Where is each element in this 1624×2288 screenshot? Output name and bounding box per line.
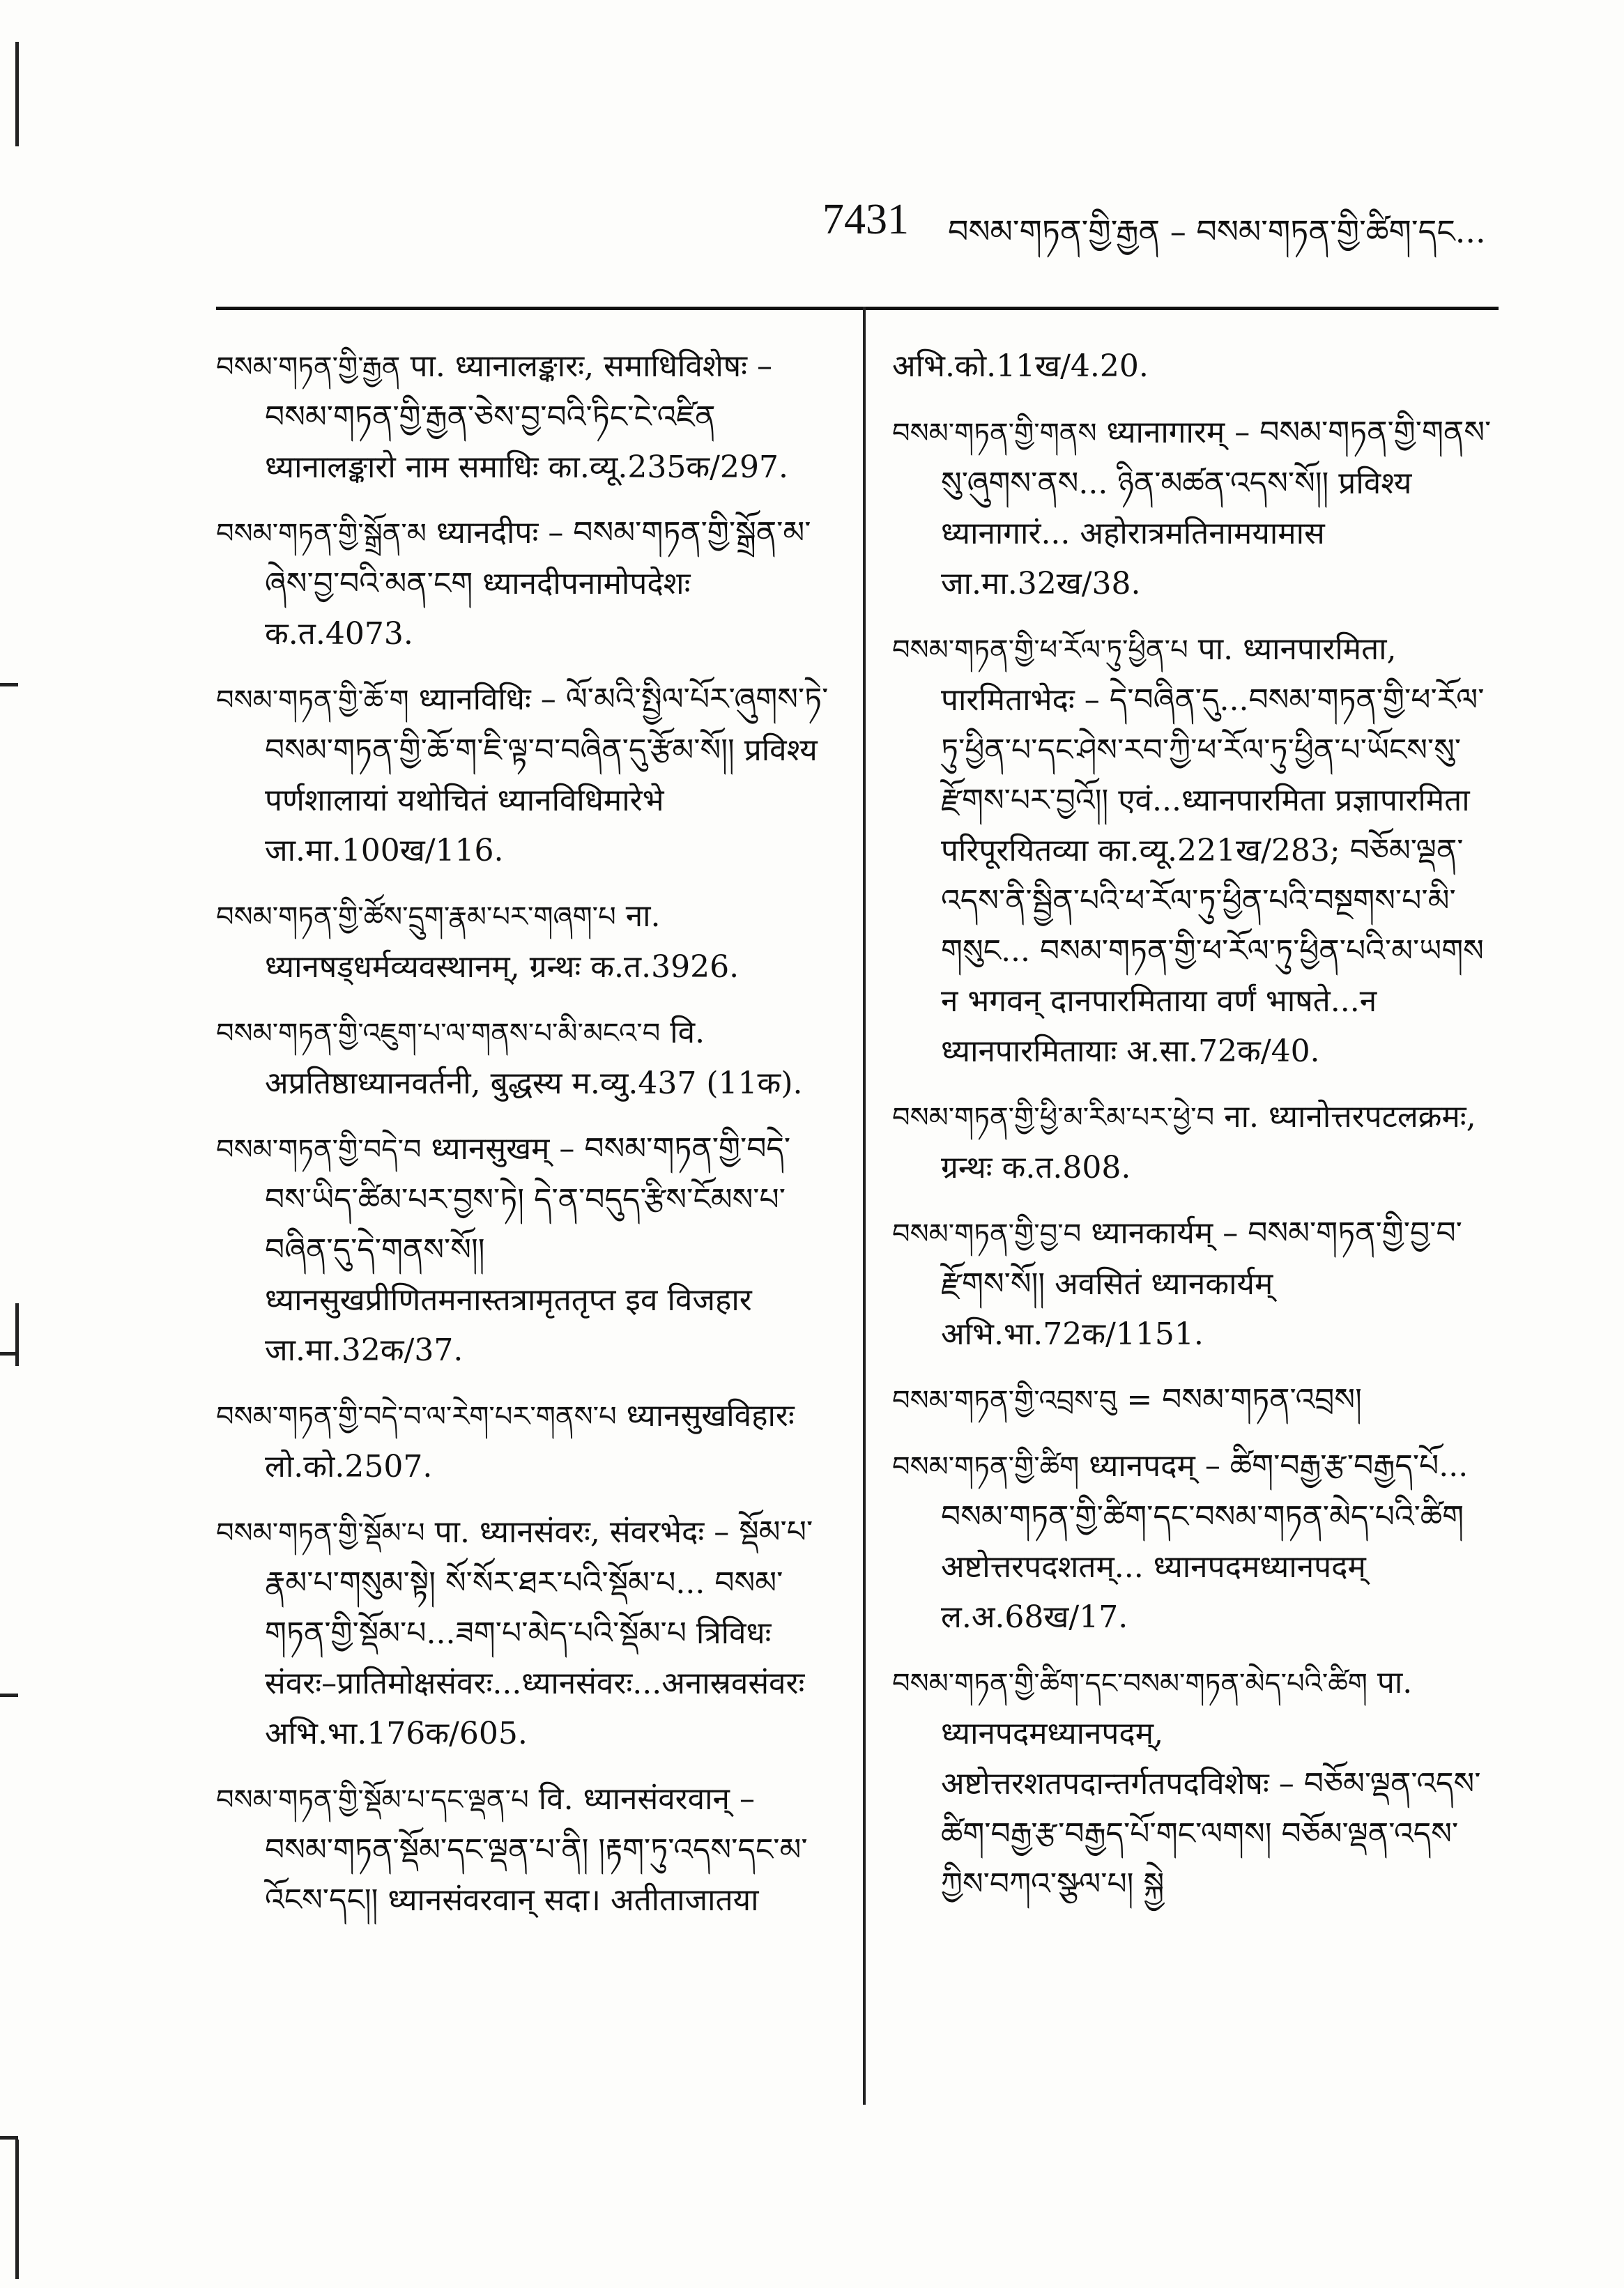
entry-text: ध्यानसुखम् – བསམ་གཏན་གྱི་བདེ་བས་ཡིད་ཚིམ་པར་བྱས་ཏེ། དེ་ན་བདུད་རྩིས་ངོམས་པ་བཞིན་དུ་དེ་གནས་སོ།། ध्यानसुखप्रीणितमनास्तत्रामृततृप्त इव विजहार जा.मा.32क/37. bbox=[265, 1131, 791, 1368]
entry-headword: བསམ་གཏན་གྱི་སྡོམ་པ་དང་ལྡན་པ bbox=[216, 1784, 529, 1816]
entry-text: पा. ध्यानपारमिता, पारमिताभेदः – དེ་བཞིན་དུ...བསམ་གཏན་གྱི་ཕ་རོལ་ཏུ་ཕྱིན་པ་དང་ཤེས་རབ་ཀྱི་ཕ་རོལ་ཏུ་ཕྱིན་པ་ཡོངས་སུ་རྫོགས་པར་བྱའོ།། एवं...ध्यानपारमिता प्रज्ञापारमिता परिपूरयितव्या का.व्यू.221ख/283; བཅོམ་ལྡན་འདས་ནི་སྦྱིན་པའི་ཕ་རོལ་ཏུ་ཕྱིན་པའི་བསྔགས་པ་མི་གསུང... བསམ་གཏན་གྱི་ཕ་རོལ་ཏུ་ཕྱིན་པའི་མ་ཡགས न भगवन् दानपारमिताया वर्णं भाषते...न ध्यानपारमितायाः अ.सा.72क/40. bbox=[941, 631, 1485, 1069]
entry-headword: བསམ་གཏན་གྱི་སྒྲོན་མ bbox=[216, 518, 427, 550]
entry-text: ना. ध्यानषड्धर्मव्यवस्थानम्, ग्रन्थः क.त.3926. bbox=[265, 898, 740, 985]
right-column bbox=[892, 341, 1492, 1925]
entry-headword: བསམ་གཏན་གྱི་བྱ་བ bbox=[892, 1218, 1082, 1250]
dictionary-entry bbox=[892, 408, 1492, 609]
entry-headword: བསམ་གཏན་གྱི་བདེ་བ bbox=[216, 1134, 422, 1166]
entry-headword: བསམ་གཏན་གྱི་སྡོམ་པ bbox=[216, 1517, 425, 1549]
entry-text: ध्यानसुखविहारः लो.को.2507. bbox=[265, 1398, 795, 1484]
left-column bbox=[216, 341, 829, 1941]
dictionary-entry bbox=[216, 1774, 829, 1926]
dictionary-entry bbox=[216, 1124, 829, 1376]
entry-text: ध्यानपदम् – ཚིག་བརྒྱ་རྩ་བརྒྱད་པོ... བསམ་གཏན་གྱི་ཚིག་དང་བསམ་གཏན་མེད་པའི་ཚིག अष्टोत्तरपदशतम्... ध्यानपदमध्यानपदम् ल.अ.68ख/17. bbox=[941, 1448, 1469, 1635]
entry-text: ध्यानकार्यम् – བསམ་གཏན་གྱི་བྱ་བ་རྫོགས་སོ།། अवसितं ध्यानकार्यम् अभि.भा.72क/1151. bbox=[941, 1215, 1462, 1352]
entry-text: ना. ध्यानोत्तरपटलक्रमः, ग्रन्थः क.त.808. bbox=[941, 1099, 1476, 1185]
dictionary-entry bbox=[892, 1375, 1492, 1426]
dictionary-entry bbox=[216, 1391, 829, 1492]
dictionary-entry bbox=[216, 508, 829, 659]
column-divider bbox=[863, 307, 866, 2105]
dictionary-entry bbox=[216, 1008, 829, 1109]
entry-headword: བསམ་གཏན་གྱི་ཆོ་ག bbox=[216, 684, 409, 716]
entry-text: पा. ध्यानालङ्कारः, समाधिविशेषः – བསམ་གཏན་གྱི་རྒྱན་ཅེས་བྱ་བའི་ཏིང་ངེ་འཛིན ध्यानालङ्कारो नाम समाधिः का.व्यू.235क/297. bbox=[265, 348, 788, 485]
dictionary-entry bbox=[892, 1208, 1492, 1360]
dictionary-entry bbox=[216, 1507, 829, 1759]
dictionary-entry bbox=[892, 1441, 1492, 1643]
entry-headword: བསམ་གཏན་གྱི་ཚོས་དྲུག་རྣམ་པར་གཞག་པ bbox=[216, 901, 616, 933]
entry-text: = བསམ་གཏན་འབྲས། bbox=[1126, 1382, 1362, 1418]
margin-line-mid bbox=[15, 1303, 19, 1366]
entry-headword: བསམ་གཏན་གྱི་རྒྱན bbox=[216, 351, 401, 383]
dictionary-entry bbox=[216, 675, 829, 876]
dictionary-entry bbox=[216, 341, 829, 493]
entry-text: ध्यानदीपः – བསམ་གཏན་གྱི་སྒྲོན་མ་ཞེས་བྱ་བའི་མན་ངག ध्यानदीपनामोपदेशः क.त.4073. bbox=[265, 515, 811, 652]
entry-text: पा. ध्यानपदमध्यानपदम्, अष्टोत्तरशतपदान्तर्गतपदविशेषः – བཅོམ་ལྡན་འདས་ཚིག་བརྒྱ་རྩ་བརྒྱད་པོ་གང་ལགས། བཅོམ་ལྡན་འདས་ཀྱིས་བཀའ་སྩལ་པ། སྐྱེ bbox=[941, 1665, 1481, 1902]
page-number: 7431 bbox=[822, 196, 909, 243]
entry-text: ध्यानविधिः – ལོ་མའི་སྤྱིལ་པོར་ཞུགས་ཏེ་བསམ་གཏན་གྱི་ཆོ་ག་ཇི་ལྟ་བ་བཞིན་དུ་རྩོམ་སོ།། प्रविश्य पर्णशालायां यथोचितं ध्यानविधिमारेभे जा.मा.100ख/116. bbox=[265, 682, 829, 868]
dictionary-entry-continuation bbox=[892, 341, 1492, 392]
entry-headword: བསམ་གཏན་གྱི་འབྲས་བུ bbox=[892, 1385, 1117, 1417]
margin-tick bbox=[0, 683, 18, 686]
entry-text: ध्यानागारम् – བསམ་གཏན་གྱི་གནས་སུ་ཞུགས་ནས... ཉིན་མཚན་འདས་སོ།། प्रविश्य ध्यानागारं... अहोरात्रमतिनामयामास जा.मा.32ख/38. bbox=[941, 415, 1492, 601]
dictionary-entry bbox=[892, 624, 1492, 1077]
top-rule bbox=[216, 307, 1499, 310]
entry-text: वि. ध्यानसंवरवान् – བསམ་གཏན་སྡོམ་དང་ལྡན་པ་ནི། །རྟག་ཏུ་འདས་དང་མ་འོངས་དང།། ध्यानसंवरवान् सदा। अतीताजातया bbox=[265, 1781, 808, 1918]
running-head: བསམ་གཏན་གྱི་རྒྱན – བསམ་གཏན་གྱི་ཚིག་དང... bbox=[948, 213, 1486, 250]
entry-headword: བསམ་གཏན་གྱི་གནས bbox=[892, 417, 1097, 450]
entry-headword: བསམ་གཏན་གྱི་ཕྱི་མ་རིམ་པར་ཕྱེ་བ bbox=[892, 1102, 1215, 1134]
dictionary-entry bbox=[892, 1658, 1492, 1910]
dictionary-entry bbox=[216, 891, 829, 992]
entry-headword: བསམ་གཏན་གྱི་འཇུག་པ་ལ་གནས་པ་མི་མངའ་བ bbox=[216, 1018, 661, 1050]
margin-line-top bbox=[15, 42, 19, 146]
margin-tick bbox=[0, 1694, 18, 1697]
margin-line-bottom bbox=[15, 2140, 19, 2279]
entry-text: वि. अप्रतिष्ठाध्यानवर्तनी, बुद्धस्य म.व्यु.437 (11क). bbox=[265, 1015, 803, 1101]
entry-headword: བསམ་གཏན་གྱི་ཕ་རོལ་ཏུ་ཕྱིན་པ bbox=[892, 634, 1188, 666]
entry-headword: བསམ་གཏན་གྱི་བདེ་བ་ལ་རེག་པར་གནས་པ bbox=[216, 1401, 617, 1433]
entry-text: अभि.को.11ख/4.20. bbox=[892, 348, 1149, 384]
entry-text: पा. ध्यानसंवरः, संवरभेदः – སྡོམ་པ་རྣམ་པ་གསུམ་སྟེ། སོ་སོར་ཐར་པའི་སྡོམ་པ... བསམ་གཏན་གྱི་སྡོམ་པ...ཟག་པ་མེད་པའི་སྡོམ་པ त्रिविधः संवरः–प्रातिमोक्षसंवरः...ध्यानसंवरः...अनास्रवसंवरः अभि.भा.176क/605. bbox=[265, 1514, 813, 1751]
dictionary-entry bbox=[892, 1092, 1492, 1193]
entry-headword: བསམ་གཏན་གྱི་ཚིག bbox=[892, 1451, 1080, 1483]
entry-headword: བསམ་གཏན་གྱི་ཚིག་དང་བསམ་གཏན་མེད་པའི་ཚིག bbox=[892, 1668, 1368, 1700]
